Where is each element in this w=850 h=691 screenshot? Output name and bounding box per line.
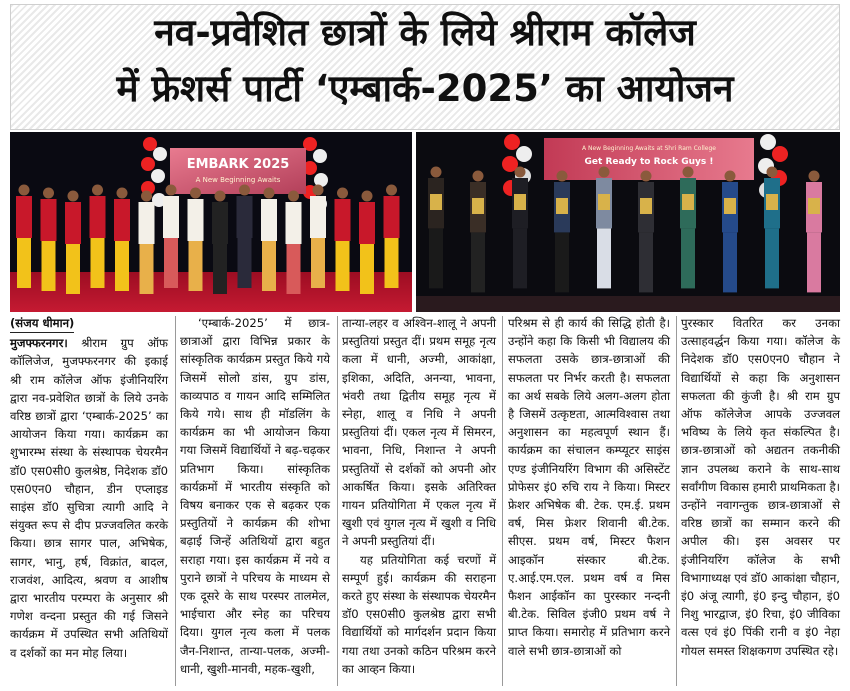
article-column-1 xyxy=(10,314,168,662)
headline-line-1: नव-प्रवेशित छात्रों के लिये श्रीराम कॉलेज xyxy=(154,11,696,54)
photo-award-ceremony xyxy=(416,132,840,312)
performer xyxy=(261,188,277,292)
award-recipient xyxy=(428,167,444,289)
performer xyxy=(139,191,155,295)
article-column-3 xyxy=(342,314,496,678)
trophy-icon xyxy=(766,194,778,210)
banner-title: EMBARK 2025 xyxy=(186,157,290,172)
column-divider xyxy=(337,316,338,686)
trophy-icon xyxy=(430,194,442,210)
column-divider xyxy=(676,316,677,686)
award-recipient xyxy=(470,171,486,293)
performer xyxy=(286,191,302,295)
banner-subtitle: A New Beginning Awaits xyxy=(195,176,281,184)
award-recipient xyxy=(722,171,738,293)
article-column-4 xyxy=(508,314,670,660)
performer xyxy=(65,191,81,295)
paragraph: तान्या-लहर व अश्विन-शालू ने अपनी प्रस्तुतियां प्रस्तुत दीं। प्रथम समूह नृत्य कला में धानी, अज्मी, आकांक्षा, इशिका, अदिति, अनन्या, भावना, भंवरी तथा द्वितीय समूह नृत्य में स्नेहा, शालू व निधि ने अपनी प्रस्तुतियां दीं। एकल नृत्य में सिमरन, भावना, निधि, निशान्त ने अपनी प्रस्तुतियों से दर्शकों को अपनी ओर आकर्षित किया। इसके अतिरिक्त गायन प्रतियोगिता में एकल नृत्य में खुशी एवं युगल नृत्य में खुशी व निधि ने अपनी प्रस्तुतियां दीं। xyxy=(342,316,496,549)
article-column-5 xyxy=(681,314,840,660)
award-recipient xyxy=(596,167,612,289)
trophy-icon xyxy=(682,194,694,210)
performer xyxy=(90,185,106,289)
performer xyxy=(114,188,130,292)
headline-line-2: में फ्रेशर्स पार्टी ‘एम्बार्क-2025’ का आयोजन xyxy=(116,67,734,110)
trophy-icon xyxy=(724,198,736,214)
award-scene xyxy=(416,132,840,312)
performer xyxy=(41,188,57,292)
ceremony-banner-title: Get Ready to Rock Guys ! xyxy=(584,157,714,167)
award-recipient xyxy=(680,167,696,289)
dateline: मुजफ्फरनगर। xyxy=(10,336,68,351)
trophy-icon xyxy=(472,198,484,214)
trophy-icon xyxy=(514,194,526,210)
performer xyxy=(237,185,253,289)
trophy-icon xyxy=(556,198,568,214)
performer xyxy=(359,191,375,295)
trophy-icon xyxy=(598,194,610,210)
trophy-icon xyxy=(808,198,820,214)
column-divider xyxy=(502,316,503,686)
award-recipient xyxy=(638,171,654,293)
ceremony-banner-sub: A New Beginning Awaits at Shri Ram College xyxy=(581,145,717,152)
award-recipient xyxy=(764,167,780,289)
stage-scene xyxy=(10,132,412,312)
award-recipient xyxy=(806,171,822,293)
performer xyxy=(384,185,400,289)
performer xyxy=(310,185,326,289)
photo-stage-performers xyxy=(10,132,412,312)
award-recipient xyxy=(512,167,528,289)
award-recipient xyxy=(554,171,570,293)
performer xyxy=(16,185,32,289)
byline: (संजय धीमान) xyxy=(10,314,74,333)
performer xyxy=(212,191,228,295)
trophy-icon xyxy=(640,198,652,214)
paragraph: पुरस्कार वितरित कर उनका उत्साहवर्द्धन किया गया। कॉलेज के निदेशक डॉ0 एस0एन0 चौहान ने विद्यार्थियों से कहा कि अनुशासन सफलता की कुंजी है। श्री राम ग्रुप ऑफ कॉलेजेज आपके उज्जवल भविष्य के लिये कृत संकल्पित है। छात्र-छात्राओं को अद्यतन तकनीकी ज्ञान उपलब्ध कराने के साथ-साथ सर्वांगीण विकास हमारी प्राथमिकता है। उन्होंने नवागन्तुक छात्र-छात्राओं से वरिष्ठ छात्रों का सम्मान करने की अपील की। इस अवसर पर इंजीनियरिंग कॉलेज के सभी विभागाध्यक्ष एवं डॉ0 आकांक्षा चौहान, इं0 अंजू त्यागी, इं0 इन्दु चौहान, इं0 निशु भारद्वाज, इं0 रिचा, इं0 जीविका वत्स एवं इं0 पिंकी रानी व इं0 नेहा गोयल समस्त शिक्षकगण उपस्थित रहे। xyxy=(681,316,840,658)
article-column-2 xyxy=(180,314,330,678)
performer xyxy=(188,188,204,292)
performer xyxy=(163,185,179,289)
headline-box xyxy=(10,4,840,130)
paragraph: यह प्रतियोगिता कई चरणों में सम्पूर्ण हुई। कार्यक्रम की सराहना करते हुए संस्था के संस्थापक चेयरमैन डॉ0 एस0सी0 कुलश्रेष्ठ द्वारा सभी विद्यार्थियों को मार्गदर्शन प्रदान किया गया तथा उनको कठिन परिश्रम करने का आव्हन किया। xyxy=(342,552,496,676)
paragraph: परिश्रम से ही कार्य की सिद्धि होती है। उन्होंने कहा कि किसी भी विद्यालय की सफलता उसके छात्र-छात्राओं की सफलता पर निर्भर करती है। सफलता का अर्थ सबके लिये अलग-अलग होता है जिसमें उत्कृष्टता, आत्मविश्वास तथा अनुशासन का महत्वपूर्ण स्थान हैं। कार्यक्रम का संचालन कम्प्यूटर साइंस एण्ड इंजीनियरिंग विभाग की असिस्टेंट प्रोफेसर इं0 रुचि राय ने किया। मिस्टर फ्रेशर अभिषेक बी. टेक. एम.ई. प्रथम वर्ष, मिस फ्रेशर शिवानी बी.टेक. सीएस. प्रथम वर्ष, मिस्टर फैशन आइकॉन संस्कार बी.टेक. ए.आई.एम.एल. प्रथम वर्ष व मिस फैशन आईकॉन का पुरस्कार नन्दनी बी.टेक. सिविल इंजी0 प्रथम वर्ष ने प्राप्त किया। समारोह में प्रतिभाग करने वाले सभी छात्र-छात्राओं को xyxy=(508,316,670,658)
paragraph: ‘एम्बार्क-2025’ में छात्र-छात्राओं द्वारा विभिन्न प्रकार के सांस्कृतिक कार्यक्रम प्रस्तुत किये गये जिसमें सोलो डांस, ग्रुप डांस, काव्यपाठ व गायन आदि सम्मिलित किये गये। साथ ही मॉडलिंग के कार्यक्रम का भी आयोजन किया गया जिसमें विद्यार्थियों ने बढ़-चढ़कर प्रतिभाग किया। सांस्कृतिक कार्यक्रमों में भारतीय संस्कृति को विषय बनाकर एक से बढ़कर एक प्रस्तुतियों ने कार्यक्रम की शोभा बढ़ाई जिन्हें अतिथियों द्वारा बहुत सराहा गया। इस कार्यक्रम में नये व पुराने छात्रों ने परिचय के माध्यम से एक दूसरे के साथ परस्पर तालमेल, भाईचारा और स्नेह का परिचय दिया। युगल नृत्य कला में पलक जैन-निशान्त, तान्या-पलक, अज्मी-धानी, खुशी-मानवी, महक-खुशी, xyxy=(180,316,330,676)
paragraph: श्रीराम ग्रुप ऑफ कॉलिजेज, मुजफ्फरनगर की इकाई श्री राम कॉलेज ऑफ इंजीनियरिंग द्वारा नव-प्रवेशित छात्रों के लिये उनके वरिष्ठ छात्रों द्वारा ‘एम्बार्क-2025’ का आयोजन किया गया। कार्यक्रम का शुभारम्भ संस्था के संस्थापक चेयरमैन डॉ0 एस0सी0 कुलश्रेष्ठ, निदेशक डॉ0 एस0एन0 चौहान, डीन एप्लाइड साइंस डॉ0 सुचित्रा त्यागी आदि ने संयुक्त रूप से दीप प्रज्जवलित करके किया। छात्र सागर पाल, अभिषेक, सागर, भानु, हर्ष, विक्रांत, बादल, राजवंश, आदित्य, श्रवण व आशीष द्वारा भारतीय परम्परा के अनुसार श्री गणेश वन्दना प्रस्तुत की गई जिसने कार्यक्रम में उपस्थित सभी अतिथियों व दर्शकों का मन मोह लिया। xyxy=(10,336,168,660)
performer xyxy=(335,188,351,292)
column-divider xyxy=(175,316,176,686)
